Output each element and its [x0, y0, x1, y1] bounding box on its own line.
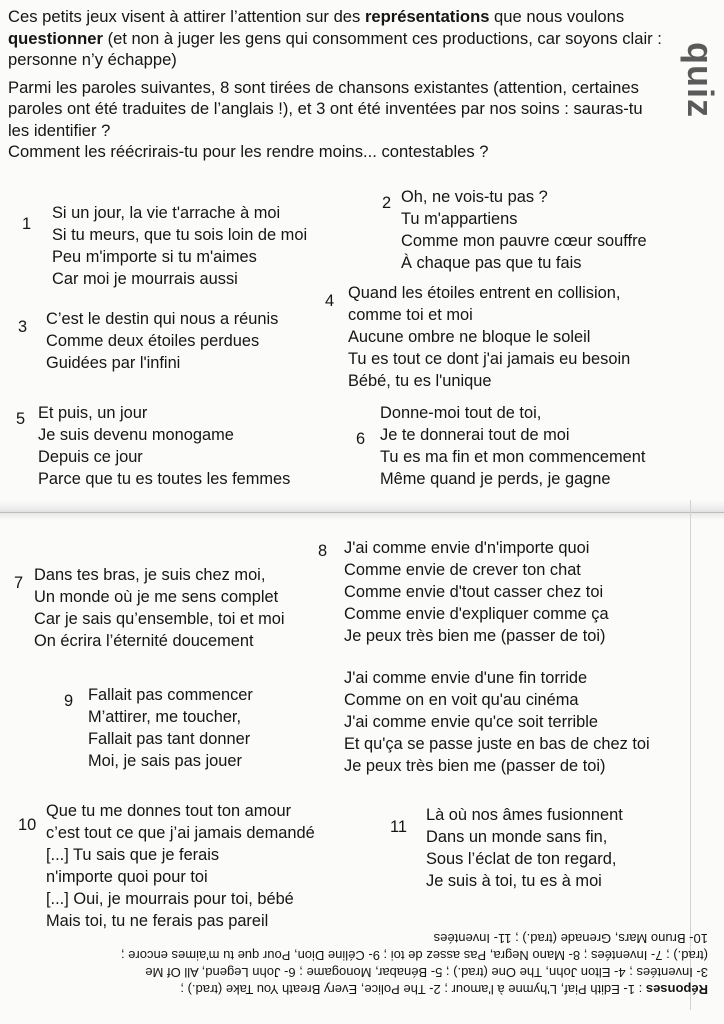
lyric-block-5: [38, 402, 290, 490]
answers-label: Réponses: [645, 982, 708, 997]
answers-line-3: (trad.) ; 7- Inventées ; 8- Mano Negra, Pas assez de toi ; 9- Céline Dion, Pour que tu m'aimes encore ;: [120, 948, 708, 963]
lyric-line: Aucune ombre ne bloque le soleil: [348, 328, 591, 346]
lyric-line: Car moi je mourrais aussi: [52, 270, 238, 288]
lyric-line: Comme mon pauvre cœur souffre: [401, 232, 647, 250]
lyric-block-9: [88, 684, 253, 772]
lyric-number-5: 5: [16, 410, 26, 428]
page-edge-line: [0, 512, 724, 513]
lyric-line: J'ai comme envie d'n'importe quoi: [344, 539, 590, 557]
answers-text: : 1- Edith Piaf, L'hymne à l'amour ; 2- The Police, Every Breath You Take (trad.) ;: [180, 982, 646, 997]
lyric-line: Je suis devenu monogame: [38, 426, 234, 444]
lyric-line: [...] Tu sais que je ferais: [46, 846, 220, 864]
lyric-line: n'importe quoi pour toi: [46, 868, 208, 886]
lyric-line: Tu m'appartiens: [401, 210, 518, 228]
lyric-line: Un monde où je me sens complet: [34, 588, 279, 606]
lyric-line: Tu es tout ce dont j'ai jamais eu besoin: [348, 350, 631, 368]
intro-text-1a: Ces petits jeux visent à attirer l’attention sur des: [8, 7, 365, 26]
lyric-block-1: [52, 202, 307, 290]
lyric-line: Peu m'importe si tu m'aimes: [52, 248, 257, 266]
lyric-line: Je peux très bien me (passer de toi): [344, 627, 606, 645]
quiz-tag-text: quiz: [680, 42, 722, 118]
intro-paragraph-1: [8, 6, 668, 71]
intro-paragraph-2: Parmi les paroles suivantes, 8 sont tirées de chansons existantes (attention, certaines paroles ont été traduites de l’anglais !), et 3 ont été inventées par nos soins : sauras-tu les identifier ?: [8, 77, 643, 140]
lyric-line: Tu es ma fin et mon commencement: [380, 448, 646, 466]
lyric-line: À chaque pas que tu fais: [401, 254, 582, 272]
lyric-block-2: [401, 186, 647, 274]
lyric-line: comme toi et moi: [348, 306, 473, 324]
lyric-number-11: 11: [390, 818, 408, 836]
lyric-line: c’est tout ce que j’ai jamais demandé: [46, 824, 315, 842]
lyric-block-8: [344, 537, 650, 777]
lyric-line: Si tu meurs, que tu sois loin de moi: [52, 226, 308, 244]
lyric-number-1: 1: [22, 215, 32, 233]
lyric-line: Depuis ce jour: [38, 448, 143, 466]
lyric-line: Comme on en voit qu'au cinéma: [344, 691, 579, 709]
lyric-line: Même quand je perds, je gagne: [380, 470, 611, 488]
lyric-line: Quand les étoiles entrent en collision,: [348, 284, 621, 302]
lyric-line: Comme envie d'tout casser chez toi: [344, 583, 604, 601]
lyric-line: Oh, ne vois-tu pas ?: [401, 188, 548, 206]
answers-line-1: [8, 981, 708, 998]
lyric-number-3: 3: [18, 318, 28, 336]
page-fold-separator: [0, 500, 724, 520]
lyric-block-7: [34, 564, 285, 652]
lyric-line: J'ai comme envie qu'ce soit terrible: [344, 713, 599, 731]
lyric-line: Fallait pas commencer: [88, 686, 253, 704]
lyric-line: Je te donnerai tout de moi: [380, 426, 570, 444]
lyric-block-11: [426, 804, 623, 892]
lyric-line: Là où nos âmes fusionnent: [426, 806, 623, 824]
lyric-number-4: 4: [325, 292, 335, 310]
lyric-number-6: 6: [356, 430, 366, 448]
lyric-line: Fallait pas tant donner: [88, 730, 251, 748]
lyric-line: Car je sais qu’ensemble, toi et moi: [34, 610, 285, 628]
lyric-line: Et qu'ça se passe juste en bas de chez toi: [344, 735, 650, 753]
lyric-line: C’est le destin qui nous a réunis: [46, 310, 279, 328]
lyric-number-2: 2: [382, 194, 392, 212]
lyric-line: Et puis, un jour: [38, 404, 148, 422]
lyric-number-9: 9: [64, 692, 74, 710]
lyric-stanza-gap: [344, 647, 650, 667]
intro-text-1c: que nous voulons: [489, 7, 625, 26]
lyric-line: Guidées par l'infini: [46, 354, 181, 372]
lyric-line: Comme envie de crever ton chat: [344, 561, 581, 579]
lyric-line: Parce que tu es toutes les femmes: [38, 470, 291, 488]
lyric-number-7: 7: [14, 574, 24, 592]
lyric-block-4: [348, 282, 630, 392]
lyric-line: Si un jour, la vie t'arrache à moi: [52, 204, 281, 222]
lyric-line: Sous l’éclat de ton regard,: [426, 850, 617, 868]
intro-paragraph-3: Comment les réécrirais-tu pour les rendre moins... contestables ?: [8, 142, 489, 161]
lyric-line: Donne-moi tout de toi,: [380, 404, 542, 422]
lyric-block-10: [46, 800, 315, 932]
lyric-line: Dans un monde sans fin,: [426, 828, 608, 846]
answers-upside-down: [8, 930, 708, 998]
answers-line-4: 10- Bruno Mars, Grenade (trad.) ; 11- Inventées: [433, 931, 708, 946]
lyric-line: Dans tes bras, je suis chez moi,: [34, 566, 266, 584]
lyric-number-8: 8: [318, 542, 328, 560]
intro-emphasis-representations: représentations: [364, 7, 490, 26]
lyric-block-3: [46, 308, 278, 374]
answers-line-2: 3- Inventées ; 4- Elton John, The One (trad.) ; 5- Bénabar, Monogame ; 6- John Legend, All Of Me: [145, 965, 708, 980]
lyric-line: Moi, je sais pas jouer: [88, 752, 242, 770]
lyric-line: Je suis à toi, tu es à moi: [426, 872, 602, 890]
lyric-number-10: 10: [18, 816, 37, 834]
lyric-line: J'ai comme envie d'une fin torride: [344, 669, 588, 687]
lyric-line: Comme deux étoiles perdues: [46, 332, 260, 350]
intro-text-1e: (et non à juger les gens qui consomment ces productions, car soyons clair : personne n’y échappe): [8, 28, 662, 69]
lyric-line: Comme envie d'expliquer comme ça: [344, 605, 609, 623]
quiz-side-tag: [680, 18, 722, 142]
lyric-line: Je peux très bien me (passer de toi): [344, 757, 606, 775]
lyric-line: M’attirer, me toucher,: [88, 708, 242, 726]
intro-emphasis-questionner: questionner: [8, 28, 103, 48]
lyric-line: On écrira l’éternité doucement: [34, 632, 254, 650]
intro-text: [8, 6, 668, 169]
lyric-line: Bébé, tu es l'unique: [348, 372, 492, 390]
lyric-line: Mais toi, tu ne ferais pas pareil: [46, 912, 269, 930]
lyric-line: Que tu me donnes tout ton amour: [46, 802, 292, 820]
lyric-line: [...] Oui, je mourrais pour toi, bébé: [46, 890, 294, 908]
lyric-block-6: [380, 402, 645, 490]
